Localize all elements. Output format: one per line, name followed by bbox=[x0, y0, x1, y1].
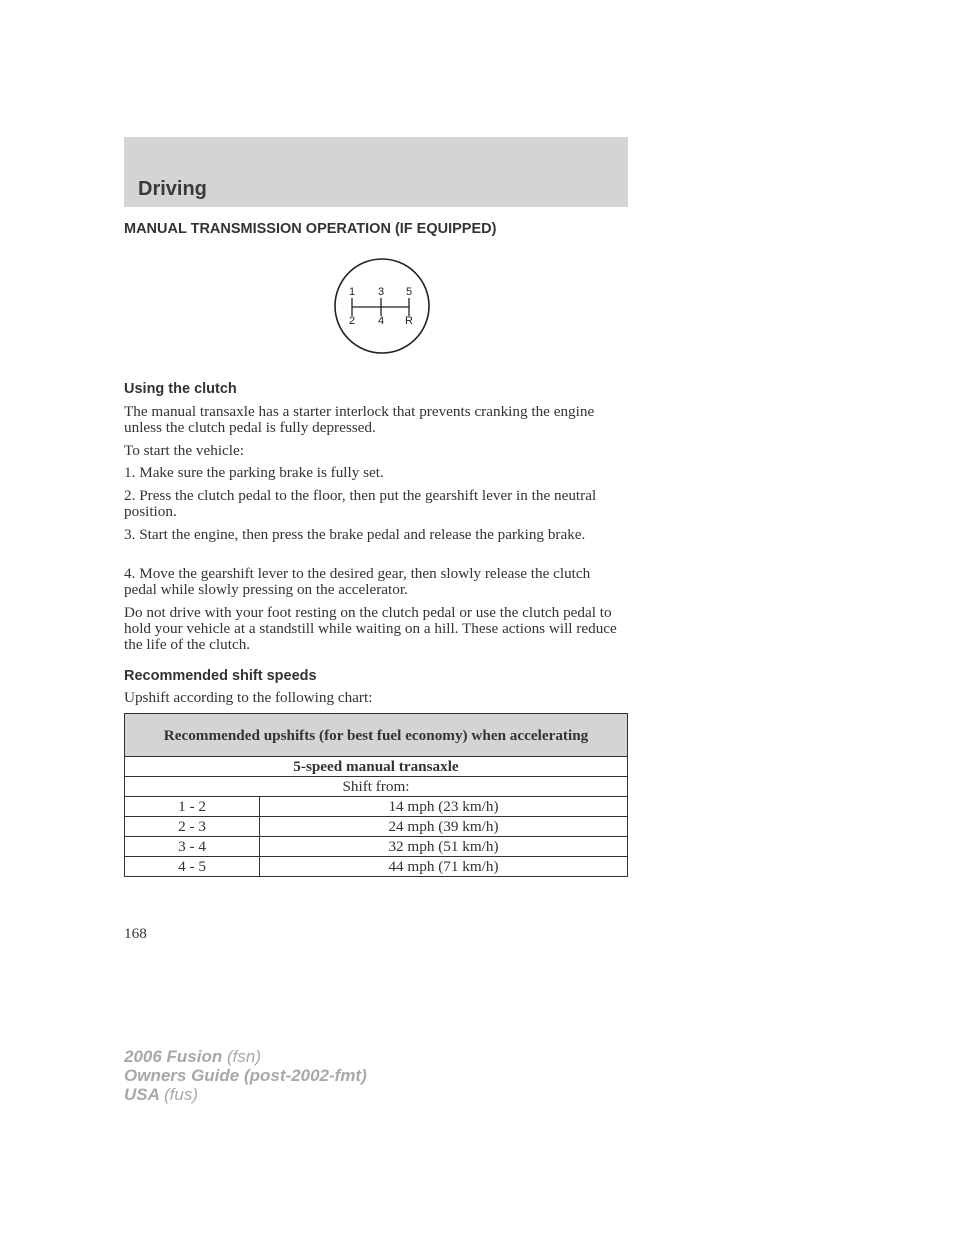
table-subtitle: 5-speed manual transaxle bbox=[125, 757, 628, 777]
footer-line bbox=[124, 1085, 367, 1104]
table-row bbox=[125, 837, 628, 857]
footer-market: USA bbox=[124, 1085, 160, 1104]
clutch-paragraph: To start the vehicle: bbox=[124, 442, 244, 459]
gear-label-4: 4 bbox=[377, 315, 385, 327]
shift-cell: 1 - 2 bbox=[125, 797, 260, 817]
gear-label-r: R bbox=[405, 315, 413, 327]
clutch-step: 2. Press the clutch pedal to the floor, then put the gearshift lever in the neutral position. bbox=[124, 487, 597, 521]
footer-model: 2006 Fusion bbox=[124, 1047, 223, 1066]
shift-cell: 3 - 4 bbox=[125, 837, 260, 857]
speed-cell: 44 mph (71 km/h) bbox=[260, 857, 628, 877]
gear-label-2: 2 bbox=[348, 315, 356, 327]
footer-line: Owners Guide (post-2002-fmt) bbox=[124, 1066, 367, 1085]
shift-from-label: Shift from: bbox=[125, 777, 628, 797]
page-heading: MANUAL TRANSMISSION OPERATION (IF EQUIPPED) bbox=[124, 221, 497, 237]
table-title: Recommended upshifts (for best fuel economy) when accelerating bbox=[125, 714, 628, 757]
gear-label-1: 1 bbox=[348, 286, 356, 298]
shift-cell: 2 - 3 bbox=[125, 817, 260, 837]
clutch-heading: Using the clutch bbox=[124, 381, 237, 397]
gear-label-3: 3 bbox=[377, 286, 385, 298]
shift-speed-table bbox=[124, 713, 628, 877]
clutch-step: 3. Start the engine, then press the brake pedal and release the parking brake. bbox=[124, 526, 586, 543]
speed-cell: 24 mph (39 km/h) bbox=[260, 817, 628, 837]
table-row bbox=[125, 797, 628, 817]
clutch-step: 4. Move the gearshift lever to the desired gear, then slowly release the clutch pedal while slowly pressing on the accelerator. bbox=[124, 565, 591, 599]
page-number: 168 bbox=[124, 925, 147, 942]
section-title: Driving bbox=[138, 178, 207, 200]
clutch-warning: Do not drive with your foot resting on the clutch pedal or use the clutch pedal to hold your vehicle at a standstill while waiting on a hill. These actions will reduce the life of the clutch. bbox=[124, 604, 617, 654]
table-row bbox=[125, 857, 628, 877]
gear-label-5: 5 bbox=[405, 286, 413, 298]
clutch-paragraph: The manual transaxle has a starter interlock that prevents cranking the engine unless the clutch pedal is fully depressed. bbox=[124, 403, 595, 437]
shift-pattern-icon bbox=[333, 257, 431, 355]
shift-speeds-intro: Upshift according to the following chart: bbox=[124, 689, 373, 706]
shift-speeds-heading: Recommended shift speeds bbox=[124, 668, 317, 684]
footer-model-code: (fsn) bbox=[227, 1047, 261, 1066]
footer-market-code: (fus) bbox=[164, 1085, 198, 1104]
document-footer bbox=[124, 1047, 367, 1104]
footer-line bbox=[124, 1047, 367, 1066]
table-row bbox=[125, 817, 628, 837]
speed-cell: 32 mph (51 km/h) bbox=[260, 837, 628, 857]
clutch-step: 1. Make sure the parking brake is fully set. bbox=[124, 464, 384, 481]
shift-cell: 4 - 5 bbox=[125, 857, 260, 877]
speed-cell: 14 mph (23 km/h) bbox=[260, 797, 628, 817]
